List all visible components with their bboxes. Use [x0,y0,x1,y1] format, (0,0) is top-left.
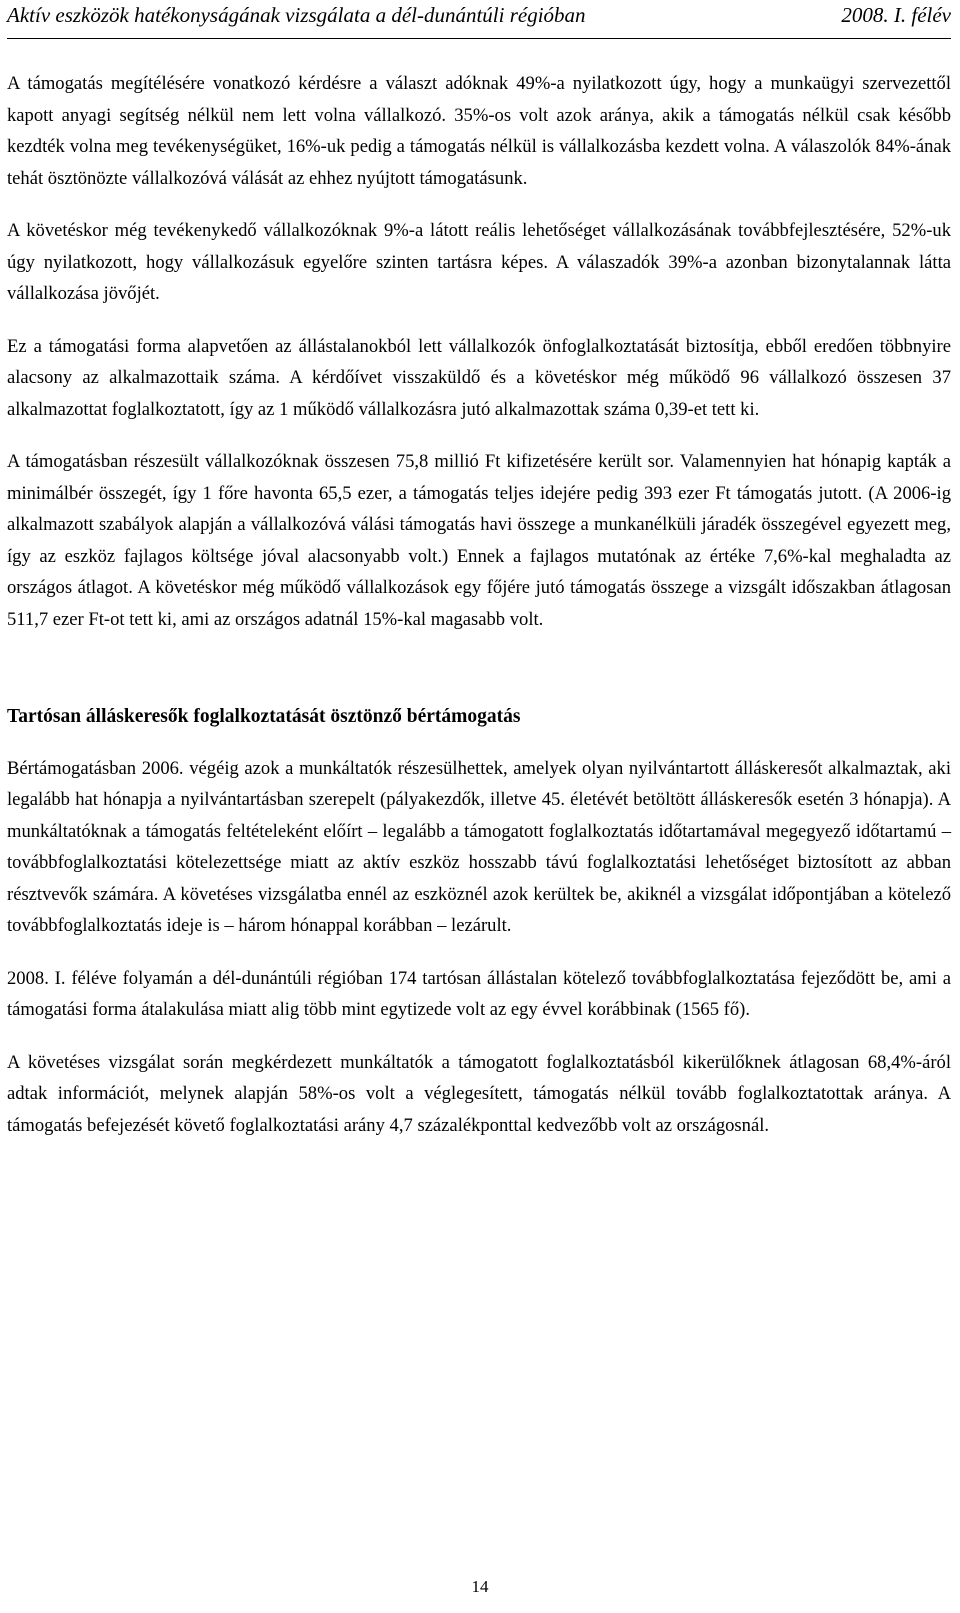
paragraph: A támogatásban részesült vállalkozóknak összesen 75,8 millió Ft kifizetésére került sor. Valamennyien hat hónapig kapták a minimálbér összegét, így 1 főre havonta 65,5 ezer, a támogatás teljes idejére pedig 393 ezer Ft támogatás jutott. (A 2006-ig alkalmazott szabályok alapján a vállalkozóvá válási támogatás havi összege a munkanélküli járadék összegével egyezett meg, így az eszköz fajlagos költsége jóval alacsonyabb volt.) Ennek a fajlagos mutatónak az értéke 7,6%-kal meghaladta az országos átlagot. A követéskor még működő vállalkozások egy főjére jutó támogatás összege a vizsgált időszakban átlagosan 511,7 ezer Ft-ot tett ki, ami az országos adatnál 15%-kal magasabb volt. [7,451,951,630]
paragraph: Ez a támogatási forma alapvetően az állástalanokból lett vállalkozók önfoglalkoztatását biztosítja, ebből eredően többnyire alacsony az alkalmazottaik száma. A kérdőívet visszaküldő és a követéskor még működő 96 vállalkozó összesen 37 alkalmazottat foglalkoztatott, így az 1 működő vállalkozásra jutó alkalmazottak száma 0,39-et tett ki. [7,335,951,420]
document-body [7,68,951,1162]
section-heading: Tartósan álláskeresők foglalkoztatását ösztönző bértámogatás [7,706,521,727]
running-header [7,0,951,39]
header-period: 2008. I. félév [841,3,951,27]
paragraph: A támogatás megítélésére vonatkozó kérdésre a választ adóknak 49%-a nyilatkozott úgy, hogy a munkaügyi szervezettől kapott anyagi segítség nélkül nem lett volna vállalkozó. 35%-os volt azok aránya, akik a támogatás nélkül csak később kezdték volna meg tevékenységüket, 16%-uk pedig a támogatás nélkül is vállalkozásba kezdett volna. A válaszolók 84%-ának tehát ösztönözte vállalkozóvá válását az ehhez nyújtott támogatásunk. [7,73,951,189]
header-title: Aktív eszközök hatékonyságának vizsgálata a dél-dunántúli régióban [7,3,586,27]
paragraph: A követéskor még tevékenykedő vállalkozóknak 9%-a látott reális lehetőséget vállalkozásának továbbfejlesztésére, 52%-uk úgy nyilatkozott, hogy vállalkozásuk egyelőre szinten tartásra képes. A válaszadók 39%-a azonban bizonytalannak látta vállalkozása jövőjét. [7,220,951,304]
paragraph: Bértámogatásban 2006. végéig azok a munkáltatók részesülhettek, amelyek olyan nyilvántartott álláskeresőt alkalmaztak, aki legalább hat hónapja a nyilvántartásban szerepelt (pályakezdők, illetve 45. életévét betöltött álláskeresők esetén 3 hónapja). A munkáltatóknak a támogatás feltételeként előírt – legalább a támogatott foglalkoztatás időtartamával megegyező időtartamú – továbbfoglalkoztatási kötelezettsége miatt az aktív eszköz hosszabb távú foglalkoztatási lehetőséget biztosított az abban résztvevők számára. A követéses vizsgálatba ennél az eszköznél azok kerültek be, akiknél a vizsgálat időpontjában a kötelező továbbfoglalkoztatás ideje is – három hónappal korábban – lezárult. [7,757,951,936]
paragraph: 2008. I. féléve folyamán a dél-dunántúli régióban 174 tartósan állástalan kötelező továbbfoglalkoztatása fejeződött be, ami a támogatási forma átalakulása miatt alig több mint egytizede volt az egy évvel korábbinak (1565 fő). [7,967,951,1020]
paragraph: A követéses vizsgálat során megkérdezett munkáltatók a támogatott foglalkoztatásból kikerülőknek átlagosan 68,4%-áról adtak információt, melynek alapján 58%-os volt a véglegesített, támogatás nélkül tovább foglalkoztatottak aránya. A támogatás befejezését követő foglalkoztatási arány 4,7 százalékponttal kedvezőbb volt az országosnál. [7,1051,951,1136]
page-number: 14 [471,1577,489,1596]
